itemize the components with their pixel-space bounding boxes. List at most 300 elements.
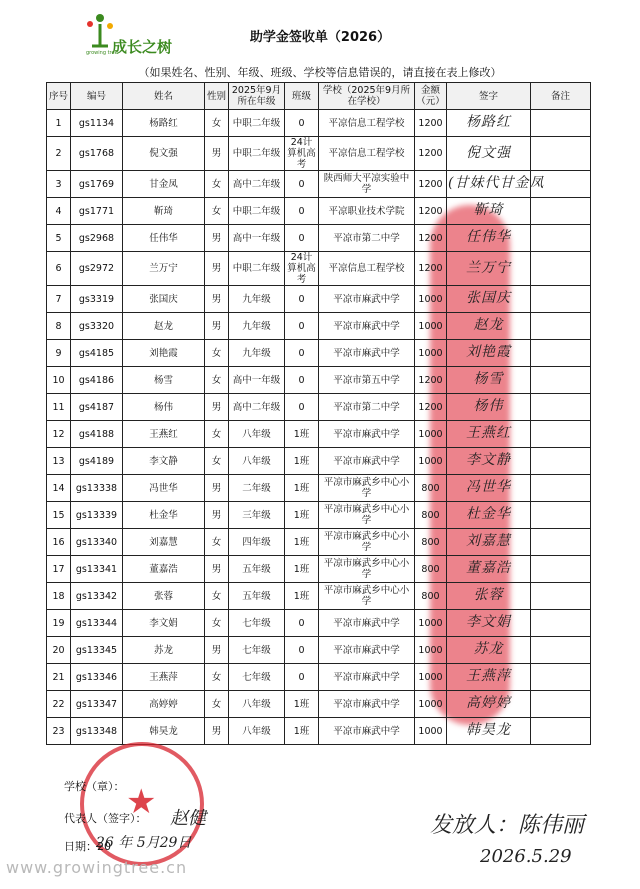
amount-cell: 800 (415, 529, 447, 556)
student-name-cell: 甘金凤 (123, 171, 205, 198)
class-cell: 24计算机高考 (285, 252, 319, 286)
row-number-cell: 14 (47, 475, 71, 502)
remarks-cell (531, 367, 591, 394)
column-header: 2025年9月所在年级 (229, 83, 285, 110)
signature-cell (447, 448, 531, 475)
signature-cell (447, 502, 531, 529)
date-handwritten: 26 年 5月29日 (96, 835, 192, 851)
grade-cell: 八年级 (229, 718, 285, 745)
remarks-cell (531, 610, 591, 637)
amount-cell: 1200 (415, 394, 447, 421)
gender-cell: 男 (205, 394, 229, 421)
amount-cell: 1000 (415, 448, 447, 475)
student-name-cell: 董嘉浩 (123, 556, 205, 583)
table-row (47, 421, 591, 448)
school-cell: 平凉市麻武中学 (319, 637, 415, 664)
signature-cell (447, 421, 531, 448)
handwritten-signature: 杜金华 (466, 506, 511, 522)
handwritten-signature: 李文娟 (466, 614, 511, 630)
signature-cell (447, 367, 531, 394)
class-cell: 0 (285, 664, 319, 691)
amount-cell: 800 (415, 502, 447, 529)
grade-cell: 中职二年级 (229, 252, 285, 286)
amount-cell: 1000 (415, 637, 447, 664)
remarks-cell (531, 475, 591, 502)
amount-cell: 1000 (415, 718, 447, 745)
signature-cell (447, 529, 531, 556)
signature-cell (447, 637, 531, 664)
school-cell: 平凉市麻武中学 (319, 340, 415, 367)
student-name-cell: 王燕萍 (123, 664, 205, 691)
signature-cell (447, 313, 531, 340)
row-number-cell: 1 (47, 110, 71, 137)
class-cell: 1班 (285, 502, 319, 529)
remarks-cell (531, 691, 591, 718)
student-id-cell: gs13344 (71, 610, 123, 637)
table-row (47, 502, 591, 529)
handwritten-signature: 韩昊龙 (466, 722, 511, 738)
remarks-cell (531, 313, 591, 340)
student-id-cell: gs1768 (71, 137, 123, 171)
school-cell: 平凉市麻武乡中心小学 (319, 556, 415, 583)
gender-cell: 男 (205, 718, 229, 745)
school-cell: 平凉市第五中学 (319, 367, 415, 394)
remarks-cell (531, 664, 591, 691)
signature-cell (447, 225, 531, 252)
school-cell: 平凉市麻武乡中心小学 (319, 475, 415, 502)
remarks-cell (531, 637, 591, 664)
table-row (47, 475, 591, 502)
student-id-cell: gs4188 (71, 421, 123, 448)
handwritten-signature: 赵龙 (473, 317, 504, 333)
column-header: 姓名 (123, 83, 205, 110)
school-seal-label: 学校（章）： (64, 780, 125, 793)
signature-cell (447, 556, 531, 583)
column-header: 金额（元） (415, 83, 447, 110)
amount-cell: 1000 (415, 610, 447, 637)
student-id-cell: gs4186 (71, 367, 123, 394)
class-cell: 0 (285, 110, 319, 137)
student-name-cell: 刘嘉慧 (123, 529, 205, 556)
table-row (47, 286, 591, 313)
student-name-cell: 赵龙 (123, 313, 205, 340)
grade-cell: 高中二年级 (229, 171, 285, 198)
signature-cell (447, 394, 531, 421)
amount-cell: 1200 (415, 252, 447, 286)
grade-cell: 九年级 (229, 313, 285, 340)
gender-cell: 女 (205, 421, 229, 448)
gender-cell: 男 (205, 475, 229, 502)
grade-cell: 四年级 (229, 529, 285, 556)
student-name-cell: 李文娟 (123, 610, 205, 637)
remarks-cell (531, 340, 591, 367)
grade-cell: 中职二年级 (229, 137, 285, 171)
gender-cell: 女 (205, 529, 229, 556)
grade-cell: 高中二年级 (229, 394, 285, 421)
class-cell: 24计算机高考 (285, 137, 319, 171)
school-cell: 平凉市麻武乡中心小学 (319, 583, 415, 610)
remarks-cell (531, 198, 591, 225)
amount-cell: 800 (415, 583, 447, 610)
class-cell: 0 (285, 637, 319, 664)
amount-cell: 1000 (415, 664, 447, 691)
grade-cell: 八年级 (229, 448, 285, 475)
student-name-cell: 高婷婷 (123, 691, 205, 718)
class-cell: 1班 (285, 718, 319, 745)
school-cell: 平凉信息工程学校 (319, 110, 415, 137)
grade-cell: 七年级 (229, 610, 285, 637)
table-row (47, 691, 591, 718)
signature-cell (447, 252, 531, 286)
class-cell: 0 (285, 340, 319, 367)
row-number-cell: 3 (47, 171, 71, 198)
table-row (47, 137, 591, 171)
remarks-cell (531, 448, 591, 475)
amount-cell: 1000 (415, 421, 447, 448)
handwritten-signature: 杨雪 (473, 371, 504, 387)
student-id-cell: gs2972 (71, 252, 123, 286)
gender-cell: 男 (205, 502, 229, 529)
class-cell: 0 (285, 610, 319, 637)
student-name-cell: 冯世华 (123, 475, 205, 502)
table-row (47, 225, 591, 252)
remarks-cell (531, 252, 591, 286)
gender-cell: 女 (205, 691, 229, 718)
gender-cell: 男 (205, 252, 229, 286)
signature-cell (447, 198, 531, 225)
sign-sheet-table (46, 82, 591, 745)
table-row (47, 367, 591, 394)
class-cell: 1班 (285, 421, 319, 448)
table-row (47, 448, 591, 475)
amount-cell: 1200 (415, 225, 447, 252)
grade-cell: 中职二年级 (229, 198, 285, 225)
row-number-cell: 21 (47, 664, 71, 691)
remarks-cell (531, 137, 591, 171)
table-row (47, 718, 591, 745)
grade-cell: 八年级 (229, 691, 285, 718)
page-title: 助学金签收单（2026） (249, 30, 391, 45)
school-cell: 平凉市麻武中学 (319, 448, 415, 475)
class-cell: 1班 (285, 691, 319, 718)
amount-cell: 1200 (415, 367, 447, 394)
table-row (47, 664, 591, 691)
grade-cell: 五年级 (229, 556, 285, 583)
handwritten-signature: 苏龙 (473, 641, 504, 657)
school-cell: 平凉市麻武中学 (319, 664, 415, 691)
date-label: 日期：20 (64, 840, 111, 853)
student-id-cell: gs13346 (71, 664, 123, 691)
column-header: 序号 (47, 83, 71, 110)
student-name-cell: 刘艳霞 (123, 340, 205, 367)
row-number-cell: 20 (47, 637, 71, 664)
row-number-cell: 23 (47, 718, 71, 745)
student-name-cell: 杨雪 (123, 367, 205, 394)
column-header: 班级 (285, 83, 319, 110)
remarks-cell (531, 502, 591, 529)
amount-cell: 1000 (415, 286, 447, 313)
signature-cell (447, 691, 531, 718)
handwritten-signature: 靳琦 (473, 202, 504, 218)
student-name-cell: 苏龙 (123, 637, 205, 664)
amount-cell: 800 (415, 556, 447, 583)
grade-cell: 九年级 (229, 286, 285, 313)
issuer-signature: 发放人：陈伟丽 (430, 813, 585, 838)
gender-cell: 女 (205, 448, 229, 475)
student-name-cell: 张蓉 (123, 583, 205, 610)
row-number-cell: 8 (47, 313, 71, 340)
gender-cell: 女 (205, 198, 229, 225)
grade-cell: 七年级 (229, 664, 285, 691)
student-id-cell: gs4185 (71, 340, 123, 367)
table-row (47, 313, 591, 340)
school-cell: 平凉市第二中学 (319, 394, 415, 421)
gender-cell: 男 (205, 313, 229, 340)
amount-cell: 1000 (415, 340, 447, 367)
issuer-date: 2026.5.29 (480, 846, 572, 867)
signature-cell (447, 718, 531, 745)
grade-cell: 高中一年级 (229, 225, 285, 252)
table-row (47, 340, 591, 367)
class-cell: 0 (285, 394, 319, 421)
row-number-cell: 18 (47, 583, 71, 610)
remarks-cell (531, 110, 591, 137)
gender-cell: 女 (205, 583, 229, 610)
gender-cell: 男 (205, 637, 229, 664)
gender-cell: 女 (205, 367, 229, 394)
grade-cell: 三年级 (229, 502, 285, 529)
grade-cell: 七年级 (229, 637, 285, 664)
class-cell: 0 (285, 367, 319, 394)
student-id-cell: gs1134 (71, 110, 123, 137)
amount-cell: 1200 (415, 110, 447, 137)
student-name-cell: 张国庆 (123, 286, 205, 313)
school-cell: 平凉市麻武乡中心小学 (319, 529, 415, 556)
handwritten-signature: 倪文强 (466, 144, 511, 161)
row-number-cell: 11 (47, 394, 71, 421)
handwritten-signature: 李文静 (466, 452, 511, 468)
amount-cell: 1200 (415, 137, 447, 171)
student-id-cell: gs13339 (71, 502, 123, 529)
table-row (47, 583, 591, 610)
student-name-cell: 杨路红 (123, 110, 205, 137)
signature-cell (447, 475, 531, 502)
row-number-cell: 12 (47, 421, 71, 448)
student-id-cell: gs3319 (71, 286, 123, 313)
school-cell: 平凉市麻武中学 (319, 691, 415, 718)
student-name-cell: 杨伟 (123, 394, 205, 421)
row-number-cell: 15 (47, 502, 71, 529)
school-cell: 平凉市麻武中学 (319, 421, 415, 448)
remarks-cell (531, 718, 591, 745)
row-number-cell: 2 (47, 137, 71, 171)
gender-cell: 女 (205, 340, 229, 367)
column-header: 备注 (531, 83, 591, 110)
row-number-cell: 9 (47, 340, 71, 367)
table-row (47, 198, 591, 225)
school-cell: 陕西师大平凉实验中学 (319, 171, 415, 198)
handwritten-signature: 王燕红 (466, 425, 511, 441)
logo-text: 成长之树 (112, 38, 173, 56)
table-row (47, 394, 591, 421)
gender-cell: 女 (205, 171, 229, 198)
school-cell: 平凉市麻武中学 (319, 718, 415, 745)
school-cell: 平凉职业技术学院 (319, 198, 415, 225)
representative-label: 代表人（签字）： (64, 812, 147, 825)
signature-cell (447, 664, 531, 691)
student-name-cell: 靳琦 (123, 198, 205, 225)
class-cell: 0 (285, 198, 319, 225)
amount-cell: 1000 (415, 691, 447, 718)
student-id-cell: gs13338 (71, 475, 123, 502)
class-cell: 0 (285, 225, 319, 252)
table-row (47, 556, 591, 583)
handwritten-signature: 刘艳霞 (466, 344, 511, 360)
handwritten-signature: 董嘉浩 (466, 560, 511, 576)
remarks-cell (531, 286, 591, 313)
row-number-cell: 16 (47, 529, 71, 556)
student-name-cell: 任伟华 (123, 225, 205, 252)
table-row (47, 610, 591, 637)
instruction-note: （如果姓名、性别、年级、班级、学校等信息错误的，请直接在表上修改） (138, 66, 502, 79)
signature-cell (447, 137, 531, 171)
handwritten-signature: 杨伟 (473, 398, 504, 414)
row-number-cell: 22 (47, 691, 71, 718)
student-id-cell: gs3320 (71, 313, 123, 340)
signature-cell (447, 610, 531, 637)
class-cell: 0 (285, 313, 319, 340)
grade-cell: 高中一年级 (229, 367, 285, 394)
school-cell: 平凉市麻武乡中心小学 (319, 502, 415, 529)
student-id-cell: gs13345 (71, 637, 123, 664)
remarks-cell (531, 583, 591, 610)
table-row (47, 637, 591, 664)
handwritten-signature: 兰万宁 (466, 259, 511, 276)
class-cell: 1班 (285, 583, 319, 610)
school-cell: 平凉市麻武中学 (319, 313, 415, 340)
student-id-cell: gs1769 (71, 171, 123, 198)
student-id-cell: gs13342 (71, 583, 123, 610)
gender-cell: 男 (205, 556, 229, 583)
handwritten-signature: 任伟华 (466, 229, 511, 245)
column-header: 学校（2025年9月所在学校） (319, 83, 415, 110)
remarks-cell (531, 421, 591, 448)
gender-cell: 男 (205, 225, 229, 252)
row-number-cell: 4 (47, 198, 71, 225)
student-id-cell: gs13340 (71, 529, 123, 556)
column-header: 编号 (71, 83, 123, 110)
handwritten-signature: 刘嘉慧 (466, 533, 511, 549)
gender-cell: 女 (205, 110, 229, 137)
table-header-row (47, 83, 591, 110)
signature-cell (447, 340, 531, 367)
student-name-cell: 李文静 (123, 448, 205, 475)
gender-cell: 女 (205, 664, 229, 691)
student-name-cell: 韩昊龙 (123, 718, 205, 745)
remarks-cell (531, 529, 591, 556)
column-header: 性别 (205, 83, 229, 110)
watermark: www.growingtree.cn (6, 858, 188, 877)
signature-cell (447, 110, 531, 137)
grade-cell: 中职二年级 (229, 110, 285, 137)
amount-cell: 800 (415, 475, 447, 502)
gender-cell: 男 (205, 286, 229, 313)
signature-cell (447, 583, 531, 610)
school-cell: 平凉市第二中学 (319, 225, 415, 252)
grade-cell: 九年级 (229, 340, 285, 367)
school-cell: 平凉市麻武中学 (319, 286, 415, 313)
row-number-cell: 13 (47, 448, 71, 475)
handwritten-signature: 王燕萍 (466, 668, 511, 684)
row-number-cell: 7 (47, 286, 71, 313)
student-id-cell: gs2968 (71, 225, 123, 252)
class-cell: 1班 (285, 556, 319, 583)
remarks-cell (531, 394, 591, 421)
class-cell: 1班 (285, 475, 319, 502)
row-number-cell: 6 (47, 252, 71, 286)
student-name-cell: 王燕红 (123, 421, 205, 448)
amount-cell: 1200 (415, 198, 447, 225)
class-cell: 1班 (285, 529, 319, 556)
remarks-cell (531, 225, 591, 252)
class-cell: 0 (285, 171, 319, 198)
student-id-cell: gs1771 (71, 198, 123, 225)
school-cell: 平凉信息工程学校 (319, 137, 415, 171)
signature-cell (447, 171, 545, 198)
student-id-cell: gs13347 (71, 691, 123, 718)
student-name-cell: 倪文强 (123, 137, 205, 171)
student-id-cell: gs4189 (71, 448, 123, 475)
student-id-cell: gs13341 (71, 556, 123, 583)
amount-cell: 1200 (415, 171, 447, 198)
row-number-cell: 5 (47, 225, 71, 252)
amount-cell: 1000 (415, 313, 447, 340)
school-cell: 平凉信息工程学校 (319, 252, 415, 286)
row-number-cell: 17 (47, 556, 71, 583)
logo-subtext: growing tree (86, 50, 118, 56)
handwritten-signature: 高婷婷 (466, 695, 511, 711)
representative-signature: 赵健 (170, 808, 206, 829)
table-row (47, 110, 591, 137)
class-cell: 1班 (285, 448, 319, 475)
grade-cell: 八年级 (229, 421, 285, 448)
grade-cell: 五年级 (229, 583, 285, 610)
handwritten-signature: 张蓉 (473, 587, 504, 603)
remarks-cell (531, 556, 591, 583)
handwritten-signature: 张国庆 (466, 290, 511, 306)
handwritten-signature: 冯世华 (466, 479, 511, 495)
student-name-cell: 兰万宁 (123, 252, 205, 286)
student-name-cell: 杜金华 (123, 502, 205, 529)
seal-star-icon: ★ (126, 782, 157, 822)
student-id-cell: gs13348 (71, 718, 123, 745)
handwritten-signature: 杨路红 (466, 114, 511, 130)
gender-cell: 男 (205, 137, 229, 171)
row-number-cell: 19 (47, 610, 71, 637)
student-id-cell: gs4187 (71, 394, 123, 421)
handwritten-signature: (甘妹代甘金凤 (448, 175, 545, 191)
gender-cell: 女 (205, 610, 229, 637)
table-row (47, 171, 591, 198)
table-row (47, 252, 591, 286)
signature-cell (447, 286, 531, 313)
class-cell: 0 (285, 286, 319, 313)
grade-cell: 二年级 (229, 475, 285, 502)
school-cell: 平凉市麻武中学 (319, 610, 415, 637)
row-number-cell: 10 (47, 367, 71, 394)
table-row (47, 529, 591, 556)
column-header: 签字 (447, 83, 531, 110)
